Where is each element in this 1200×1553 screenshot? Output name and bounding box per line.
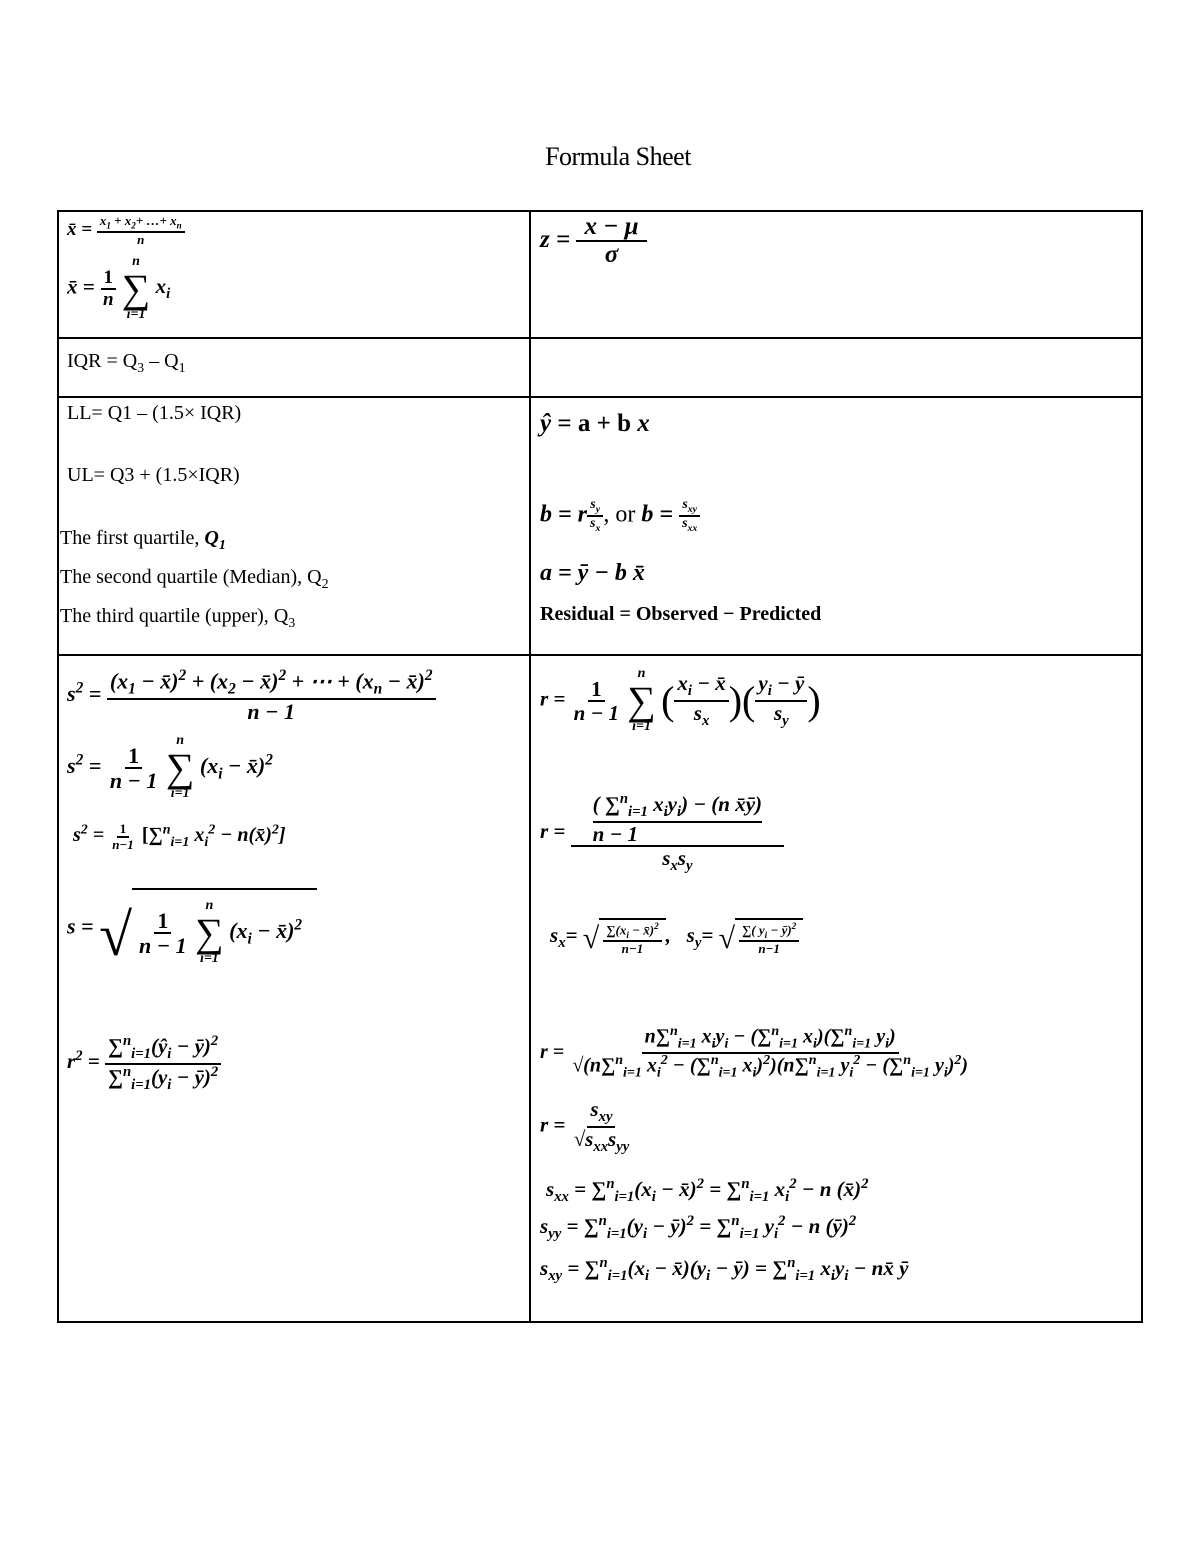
q1-label: The first quartile, xyxy=(60,527,200,549)
formula-upper-limit: UL= Q3 + (1.5×IQR) xyxy=(67,464,240,486)
formula-regression-line: ŷ = a + b x xyxy=(540,410,650,437)
formula-variance-expanded: $s^2$ = $\frac{(x_1 - x̄)^2 + (x_2 - x̄)^2 + \cdots + (x_n - x̄)^2}{n - 1}$ xyxy=(67,668,436,723)
text-mean-sum xyxy=(0,0,1,1)
q2-label: The second quartile (Median), xyxy=(60,566,303,588)
formula-std-dev: s = √ $\frac{1}{n - 1}$ n ∑ i=1 ($x_i$ − x̄)$^2$ xyxy=(67,888,317,965)
formula-sxx: $s_{xx} = \sum^n_{i=1}(x_i$ − x̄)$^2$ = ∑$^n_{i=1}$ $x_i^2 - n$ (x̄)$^2$ xyxy=(546,1176,869,1206)
formula-corr-standardized: r = $\frac{1}{n - 1}$ n ∑ i=1 ( $\frac{x_i - x̄}{s_x}$ )( $\frac{y_i - ȳ}{s_y}$ ) xyxy=(540,666,821,734)
q2-definition: The second quartile (Median), $Q_2$ xyxy=(60,566,329,592)
q1-definition: The first quartile, $Q_1$ xyxy=(60,527,226,553)
formula-sxy: $s_{xy} = \sum^n_{i=1}(x_i$ − $x̄)(y_i$ − ȳ) = ∑$^n_{i=1}$ $x_iy_i$ − nx̄ ȳ xyxy=(540,1255,909,1285)
formula-intercept: a = ȳ − b x̄ xyxy=(540,560,645,586)
formula-corr-cov: r = ( ∑$^n_{i=1}$ $x_iy_i) - (n$ x̄ȳ) n − 1 $s_xs_y$ xyxy=(540,792,784,874)
formula-mean-sigma: x̄ = $\frac{1}{n}$ n ∑ i=1 $x_i$ xyxy=(67,254,171,322)
page-title: Formula Sheet xyxy=(545,142,691,171)
formula-r-squared: $r^2$ = $\frac{\sum^n_{i=1}(ŷ_i - ȳ)^2}{\sum^n_{i=1}(y_i - ȳ)^2}$ xyxy=(67,1034,221,1093)
formula-slope: b = r $\frac{s_y}{s_x}$ , or b = $\frac{s_{xy}}{s_{xx}}$ xyxy=(540,498,700,534)
column-divider xyxy=(529,210,531,1323)
formula-sx-sy: $s_x=$ √ $\frac{\sum(x_i - x̄)^2}{n-1}$ , $s_y=$ √ $\frac{\sum( y_i - ȳ)^2}{n-1}$ xyxy=(550,918,803,956)
formula-corr-s: r = $\frac{s_{xy}}{√s_{xx}s_{yy}}$ xyxy=(540,1097,630,1155)
row-divider xyxy=(57,337,1143,339)
q3-label: The third quartile (upper), xyxy=(60,605,269,627)
formula-text-list xyxy=(0,0,1,1)
row-divider xyxy=(57,396,1143,398)
formula-iqr: IQR = $Q_3 - Q_1$ xyxy=(67,350,186,376)
formula-corr-computational: r = $\frac{n\sum^n_{i=1} x_iy_i - (\sum^n_{i=1} x_i)(\sum^n_{i=1} y_i)}{√(n\sum^n_{i=1} x_i^2 - (\sum^n_{i=1} x_i)^2)(n\sum^n_{i=1} y_i^2 - (\sum^n_{i=1} y_i)^2)}$ xyxy=(540,1024,969,1081)
formula-z-score: z = $\frac{x - \mu}{\sigma}$ xyxy=(540,214,647,269)
formula-lower-limit: LL= Q1 – (1.5× IQR) xyxy=(67,402,242,424)
formula-mean-sum: x̄ = $\frac{x_1 + x_2+ \dots+ x_n}{n}$ xyxy=(67,214,185,247)
formula-variance-computational: $s^2$ = $\frac{1}{n-1}$ [∑$^n_{i=1}$ $x_i^2$ − n(x̄)$^2$] xyxy=(73,821,286,852)
formula-variance-sigma: $s^2$ = $\frac{1}{n - 1}$ n ∑ i=1 ($x_i$ − x̄)$^2$ xyxy=(67,733,273,801)
row-divider xyxy=(57,654,1143,656)
q3-definition: The third quartile (upper), $Q_3$ xyxy=(60,605,296,631)
formula-residual: Residual = Observed − Predicted xyxy=(540,603,822,625)
formula-syy: $s_{yy} = \sum^n_{i=1}(y_i$ − ȳ)$^2$ = ∑$^n_{i=1}$ $y_i^2 - n$ (ȳ)$^2$ xyxy=(540,1213,857,1243)
